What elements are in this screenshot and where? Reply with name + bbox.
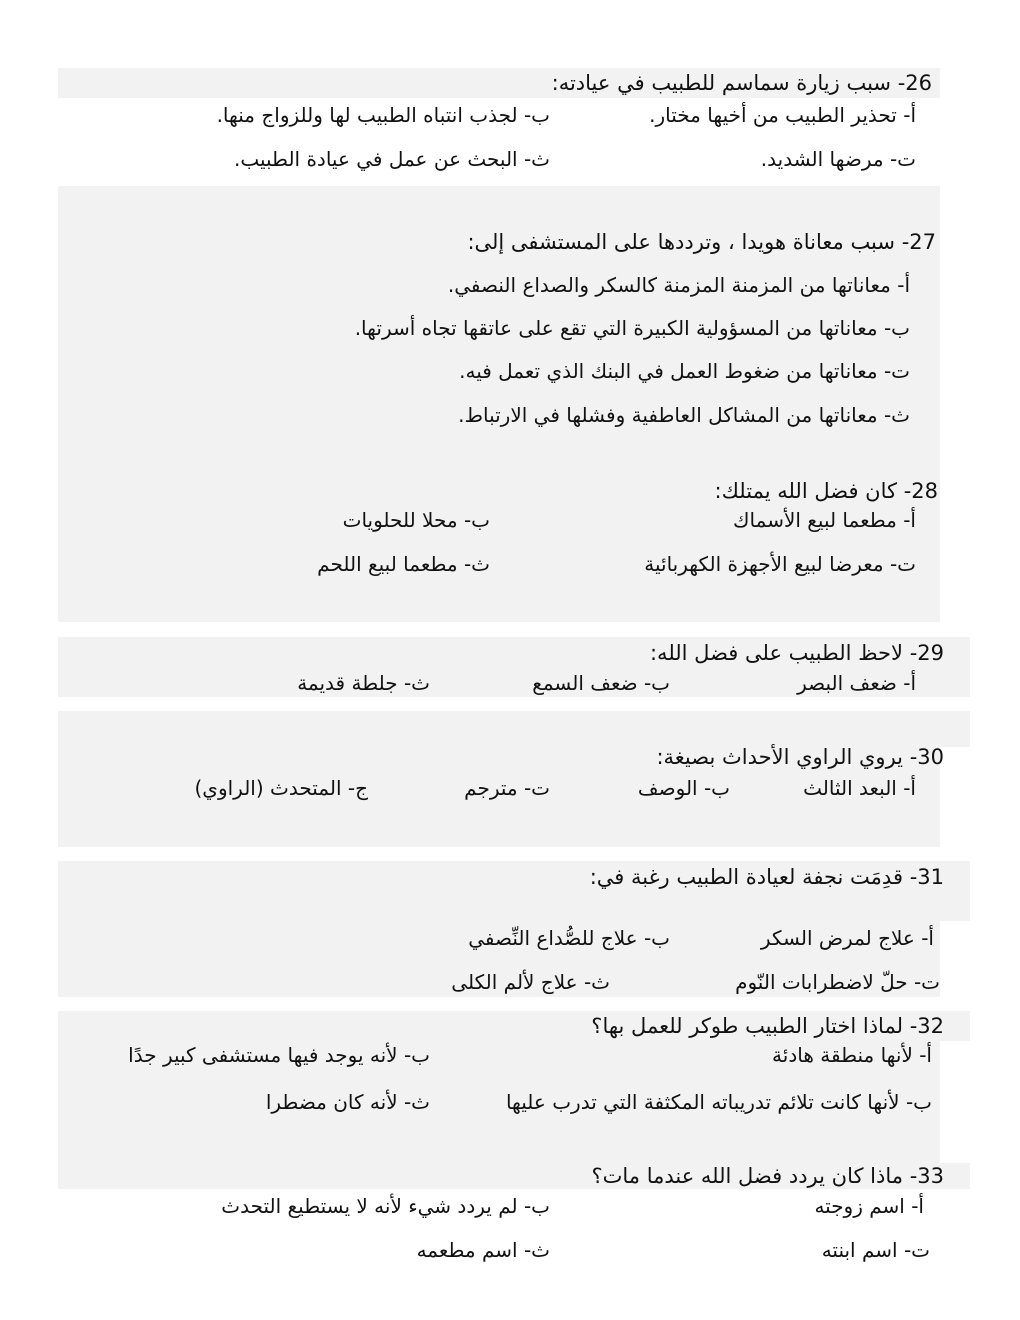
q29-title — [650, 640, 944, 666]
q26-number: 26- — [897, 71, 932, 95]
q28-number: 28- — [903, 479, 938, 503]
q32-option-b2[interactable]: ب- لأنها كانت تلائم تدريباته المكثفة التي تدرب عليها — [505, 1090, 932, 1114]
q32-option-b[interactable]: ب- لأنه يوجد فيها مستشفى كبير جدًا — [128, 1043, 430, 1067]
q28-option-t[interactable]: ت- معرضا لبيع الأجهزة الكهربائية — [644, 552, 916, 576]
q33-title — [591, 1163, 944, 1189]
q29-option-b[interactable]: ب- ضعف السمع — [532, 671, 670, 695]
q31-option-t[interactable]: ت- حلّ لاضطرابات النّوم — [735, 970, 940, 994]
q32-option-a[interactable]: أ- لأنها منطقة هادئة — [772, 1043, 932, 1067]
q33-option-a[interactable]: أ- اسم زوجته — [814, 1194, 924, 1218]
q30-option-t[interactable]: ت- مترجم — [464, 776, 550, 800]
q28-title — [715, 478, 939, 504]
q29-option-a[interactable]: أ- ضعف البصر — [797, 671, 916, 695]
q28-text: كان فضل الله يمتلك: — [714, 479, 897, 503]
q29-text: لاحظ الطبيب على فضل الله: — [649, 641, 903, 665]
q28-option-b[interactable]: ب- محلا للحلويات — [342, 508, 490, 532]
q33-option-th[interactable]: ث- اسم مطعمه — [416, 1238, 550, 1262]
q30-option-b[interactable]: ب- الوصف — [637, 776, 730, 800]
q31-option-b[interactable]: ب- علاج للصُّداع النِّصفي — [468, 926, 670, 950]
q29-option-th[interactable]: ث- جلطة قديمة — [297, 671, 430, 695]
q31-number: 31- — [909, 865, 944, 889]
q26-text: سبب زيارة سماسم للطبيب في عيادته: — [551, 71, 891, 95]
q31-title — [590, 864, 944, 890]
q32-number: 32- — [909, 1014, 944, 1038]
q26-option-t[interactable]: ت- مرضها الشديد. — [760, 147, 916, 171]
q30-number: 30- — [909, 745, 944, 769]
q30-text: يروي الراوي الأحداث بصيغة: — [656, 745, 903, 769]
q33-text: ماذا كان يردد فضل الله عندما مات؟ — [591, 1164, 903, 1188]
q31-option-a[interactable]: أ- علاج لمرض السكر — [760, 926, 934, 950]
q28-option-th[interactable]: ث- مطعما لبيع اللحم — [317, 552, 490, 576]
q31-option-th[interactable]: ث- علاج لألم الكلى — [451, 970, 610, 994]
q31-text: قدِمَت نجفة لعيادة الطبيب رغبة في: — [589, 865, 903, 889]
q30-option-j[interactable]: ج- المتحدث (الراوي) — [194, 776, 368, 800]
q32-title — [591, 1013, 944, 1039]
q27-option-th[interactable]: ث- معاناتها من المشاكل العاطفية وفشلها في الارتباط. — [458, 403, 910, 427]
q29-number: 29- — [909, 641, 944, 665]
q30-title — [656, 744, 944, 770]
q32-option-th[interactable]: ث- لأنه كان مضطرا — [265, 1090, 430, 1114]
q26-option-th[interactable]: ث- البحث عن عمل في عيادة الطبيب. — [233, 147, 550, 171]
q28-option-a[interactable]: أ- مطعما لبيع الأسماك — [733, 508, 916, 532]
q30-band — [58, 711, 970, 747]
q27-title — [467, 229, 936, 255]
q27-option-a[interactable]: أ- معاناتها من المزمنة المزمنة كالسكر والصداع النصفي. — [447, 273, 910, 297]
q33-number: 33- — [909, 1164, 944, 1188]
q33-option-b[interactable]: ب- لم يردد شيء لأنه لا يستطيع التحدث — [221, 1194, 550, 1218]
q27-number: 27- — [901, 230, 936, 254]
q26-title — [552, 70, 932, 96]
q33-option-t[interactable]: ت- اسم ابنته — [821, 1238, 930, 1262]
q27-text: سبب معاناة هويدا ، وترددها على المستشفى إلى: — [467, 230, 895, 254]
q27-option-b[interactable]: ب- معاناتها من المسؤولية الكبيرة التي تقع على عاتقها تجاه أسرتها. — [354, 316, 910, 340]
q26-option-b[interactable]: ب- لجذب انتباه الطبيب لها وللزواج منها. — [216, 103, 550, 127]
q26-option-a[interactable]: أ- تحذير الطبيب من أخيها مختار. — [649, 103, 916, 127]
q32-text: لماذا اختار الطبيب طوكر للعمل بها؟ — [591, 1014, 903, 1038]
q30-option-a[interactable]: أ- البعد الثالث — [803, 776, 916, 800]
q27-option-t[interactable]: ت- معاناتها من ضغوط العمل في البنك الذي تعمل فيه. — [459, 359, 910, 383]
